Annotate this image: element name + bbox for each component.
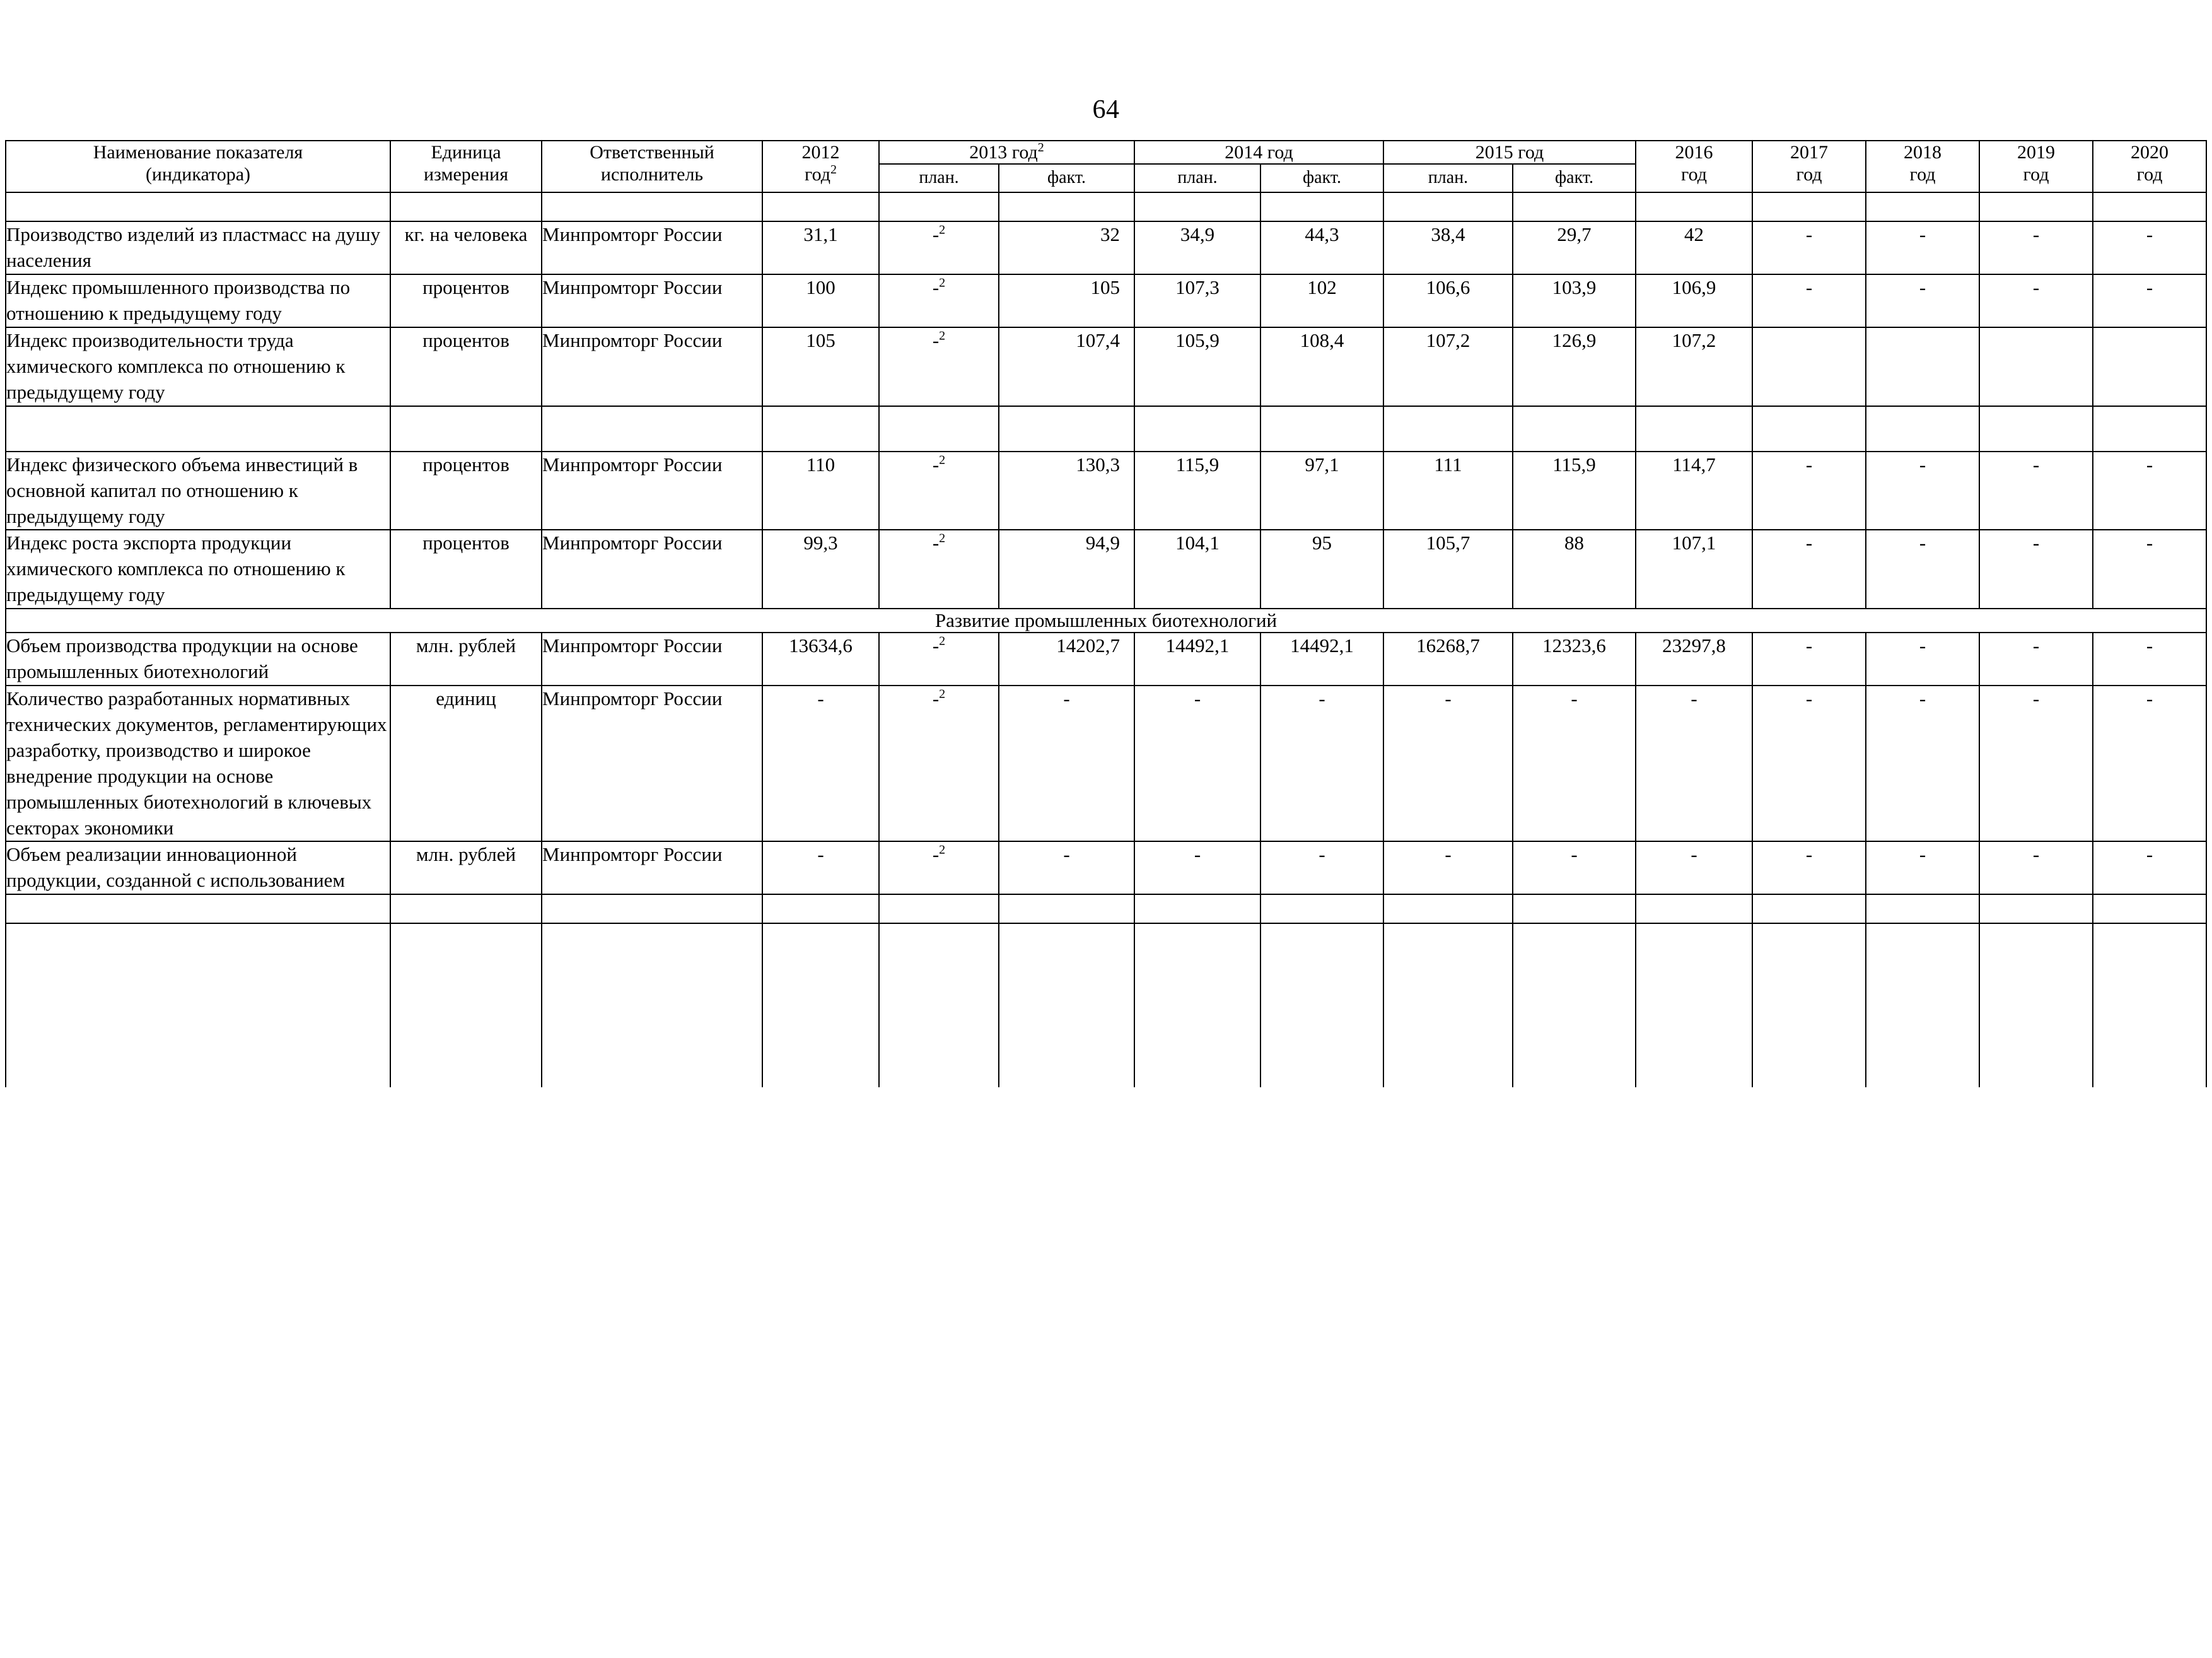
table-row <box>6 274 2206 327</box>
header-2013-plan: план. <box>879 164 999 192</box>
row-2015-plan: 111 <box>1383 452 1513 530</box>
row-2013-fact: 107,4 <box>999 327 1134 406</box>
row-2014-plan: 34,9 <box>1134 221 1260 274</box>
row-2013-fact: 32 <box>999 221 1134 274</box>
row-2016: 107,2 <box>1636 327 1752 406</box>
row-2016: - <box>1636 841 1752 894</box>
row-2013-plan: -$^2$ <box>879 452 999 530</box>
row-2014-plan: 105,9 <box>1134 327 1260 406</box>
row-2014-fact: 44,3 <box>1260 221 1383 274</box>
row-2014-plan: 115,9 <box>1134 452 1260 530</box>
row-responsible: Минпромторг России <box>542 633 762 686</box>
row-2020 <box>2093 327 2206 406</box>
row-2020: - <box>2093 530 2206 609</box>
row-2019: - <box>1979 452 2093 530</box>
row-2014-plan: 104,1 <box>1134 530 1260 609</box>
row-indicator-name: Объем реализации инновационной продукции, созданной с использованием <box>6 841 390 894</box>
header-row-1 <box>6 141 2206 164</box>
row-2016: - <box>1636 686 1752 841</box>
indicators-table <box>5 140 2207 1087</box>
row-indicator-name: Объем производства продукции на основе промышленных биотехнологий <box>6 633 390 686</box>
row-2016: 23297,8 <box>1636 633 1752 686</box>
row-2014-fact: 102 <box>1260 274 1383 327</box>
row-2015-plan: - <box>1383 841 1513 894</box>
row-2019: - <box>1979 530 2093 609</box>
table-row <box>6 841 2206 894</box>
row-indicator-name: Индекс производительности труда химического комплекса по отношению к предыдущему году <box>6 327 390 406</box>
row-2014-fact: 95 <box>1260 530 1383 609</box>
row-2018: - <box>1866 633 1979 686</box>
table-row <box>6 452 2206 530</box>
row-2019: - <box>1979 274 2093 327</box>
row-2015-fact: 115,9 <box>1513 452 1636 530</box>
row-2013-fact: - <box>999 841 1134 894</box>
row-2017: - <box>1752 221 1866 274</box>
table-body <box>6 192 2206 1087</box>
row-indicator-name: Производство изделий из пластмасс на душу населения <box>6 221 390 274</box>
row-2018: - <box>1866 274 1979 327</box>
spacer-row <box>6 406 2206 452</box>
row-2015-fact: - <box>1513 841 1636 894</box>
table-container <box>0 140 2212 1087</box>
row-2015-plan: - <box>1383 686 1513 841</box>
row-2014-plan: - <box>1134 841 1260 894</box>
header-2013-fact: факт. <box>999 164 1134 192</box>
row-2015-fact: 88 <box>1513 530 1636 609</box>
row-2017: - <box>1752 633 1866 686</box>
table-header <box>6 141 2206 192</box>
table-row <box>6 327 2206 406</box>
row-2019: - <box>1979 633 2093 686</box>
row-2015-plan: 16268,7 <box>1383 633 1513 686</box>
row-2019: - <box>1979 686 2093 841</box>
row-2012: - <box>762 841 879 894</box>
header-year-2018: 2018 год <box>1866 141 1979 192</box>
header-responsible: Ответственный исполнитель <box>542 141 762 192</box>
header-2014-fact: факт. <box>1260 164 1383 192</box>
row-2017: - <box>1752 452 1866 530</box>
row-2013-fact: 14202,7 <box>999 633 1134 686</box>
row-2014-plan: 107,3 <box>1134 274 1260 327</box>
row-2020: - <box>2093 686 2206 841</box>
row-unit: млн. рублей <box>390 633 542 686</box>
row-2012: 13634,6 <box>762 633 879 686</box>
row-unit: процентов <box>390 530 542 609</box>
row-2020: - <box>2093 274 2206 327</box>
row-2014-plan: - <box>1134 686 1260 841</box>
row-2017: - <box>1752 686 1866 841</box>
table-row <box>6 686 2206 841</box>
header-year-2012: 2012 год$^2$ <box>762 141 879 192</box>
row-2018: - <box>1866 530 1979 609</box>
row-2015-plan: 107,2 <box>1383 327 1513 406</box>
row-2015-fact: 12323,6 <box>1513 633 1636 686</box>
row-responsible: Минпромторг России <box>542 841 762 894</box>
row-responsible: Минпромторг России <box>542 274 762 327</box>
table-row <box>6 633 2206 686</box>
row-2014-fact: 108,4 <box>1260 327 1383 406</box>
page-number: 64 <box>1092 95 1120 124</box>
row-2013-plan: -$^2$ <box>879 633 999 686</box>
row-2019: - <box>1979 841 2093 894</box>
row-responsible: Минпромторг России <box>542 530 762 609</box>
row-responsible: Минпромторг России <box>542 327 762 406</box>
row-2015-fact: - <box>1513 686 1636 841</box>
header-2015-plan: план. <box>1383 164 1513 192</box>
row-unit: млн. рублей <box>390 841 542 894</box>
row-2015-plan: 105,7 <box>1383 530 1513 609</box>
row-2013-fact: - <box>999 686 1134 841</box>
row-2012: 100 <box>762 274 879 327</box>
row-2014-plan: 14492,1 <box>1134 633 1260 686</box>
document-page <box>0 95 2212 1658</box>
row-responsible: Минпромторг России <box>542 221 762 274</box>
row-responsible: Минпромторг России <box>542 686 762 841</box>
row-2012: 99,3 <box>762 530 879 609</box>
header-2015-fact: факт. <box>1513 164 1636 192</box>
row-2016: 42 <box>1636 221 1752 274</box>
row-2013-plan: -$^2$ <box>879 221 999 274</box>
row-2014-fact: 14492,1 <box>1260 633 1383 686</box>
table-row <box>6 221 2206 274</box>
row-2017 <box>1752 327 1866 406</box>
row-2013-fact: 130,3 <box>999 452 1134 530</box>
row-2019: - <box>1979 221 2093 274</box>
header-year-2013: 2013 год$^2$ <box>879 141 1134 164</box>
header-year-2015: 2015 год <box>1383 141 1636 164</box>
header-year-2017: 2017 год <box>1752 141 1866 192</box>
header-year-2014: 2014 год <box>1134 141 1383 164</box>
row-2012: - <box>762 686 879 841</box>
header-year-2016: 2016 год <box>1636 141 1752 192</box>
row-2014-fact: - <box>1260 686 1383 841</box>
header-year-2020: 2020 год <box>2093 141 2206 192</box>
row-2013-fact: 94,9 <box>999 530 1134 609</box>
spacer-row-bottom-2 <box>6 923 2206 1087</box>
header-indicator: Наименование показателя (индикатора) <box>6 141 390 192</box>
row-indicator-name: Индекс промышленного производства по отношению к предыдущему году <box>6 274 390 327</box>
row-responsible: Минпромторг России <box>542 452 762 530</box>
row-2017: - <box>1752 841 1866 894</box>
spacer-row-bottom <box>6 894 2206 923</box>
row-2018: - <box>1866 452 1979 530</box>
row-indicator-name: Индекс физического объема инвестиций в основной капитал по отношению к предыдущему году <box>6 452 390 530</box>
row-2016: 114,7 <box>1636 452 1752 530</box>
row-2013-plan: -$^2$ <box>879 530 999 609</box>
row-indicator-name: Индекс роста экспорта продукции химического комплекса по отношению к предыдущему году <box>6 530 390 609</box>
row-2020: - <box>2093 841 2206 894</box>
row-2013-plan: -$^2$ <box>879 686 999 841</box>
row-2012: 105 <box>762 327 879 406</box>
row-2018: - <box>1866 841 1979 894</box>
row-2012: 110 <box>762 452 879 530</box>
row-2020: - <box>2093 221 2206 274</box>
row-indicator-name: Количество разработанных нормативных технических документов, регламентирующих разработку, производство и широкое внедрение продукции на основе промышленных биотехнологий в ключевых секторах экономики <box>6 686 390 841</box>
header-2014-plan: план. <box>1134 164 1260 192</box>
row-2018: - <box>1866 686 1979 841</box>
table-row <box>6 530 2206 609</box>
row-2013-plan: -$^2$ <box>879 841 999 894</box>
row-2018 <box>1866 327 1979 406</box>
row-2013-plan: -$^2$ <box>879 274 999 327</box>
row-2015-fact: 126,9 <box>1513 327 1636 406</box>
header-year-2019: 2019 год <box>1979 141 2093 192</box>
section-title-row <box>6 609 2206 633</box>
row-2020: - <box>2093 633 2206 686</box>
row-2016: 106,9 <box>1636 274 1752 327</box>
row-2016: 107,1 <box>1636 530 1752 609</box>
row-unit: процентов <box>390 327 542 406</box>
row-2017: - <box>1752 274 1866 327</box>
row-unit: процентов <box>390 452 542 530</box>
row-2013-fact: 105 <box>999 274 1134 327</box>
row-unit: кг. на человека <box>390 221 542 274</box>
row-2013-plan: -$^2$ <box>879 327 999 406</box>
row-2015-fact: 29,7 <box>1513 221 1636 274</box>
row-2017: - <box>1752 530 1866 609</box>
row-2015-plan: 38,4 <box>1383 221 1513 274</box>
row-2012: 31,1 <box>762 221 879 274</box>
row-unit: единиц <box>390 686 542 841</box>
row-unit: процентов <box>390 274 542 327</box>
row-2015-fact: 103,9 <box>1513 274 1636 327</box>
spacer-row <box>6 192 2206 221</box>
row-2018: - <box>1866 221 1979 274</box>
header-unit: Единица измерения <box>390 141 542 192</box>
row-2014-fact: - <box>1260 841 1383 894</box>
row-2014-fact: 97,1 <box>1260 452 1383 530</box>
row-2015-plan: 106,6 <box>1383 274 1513 327</box>
row-2019 <box>1979 327 2093 406</box>
row-2020: - <box>2093 452 2206 530</box>
section-title: Развитие промышленных биотехнологий <box>6 609 2206 633</box>
